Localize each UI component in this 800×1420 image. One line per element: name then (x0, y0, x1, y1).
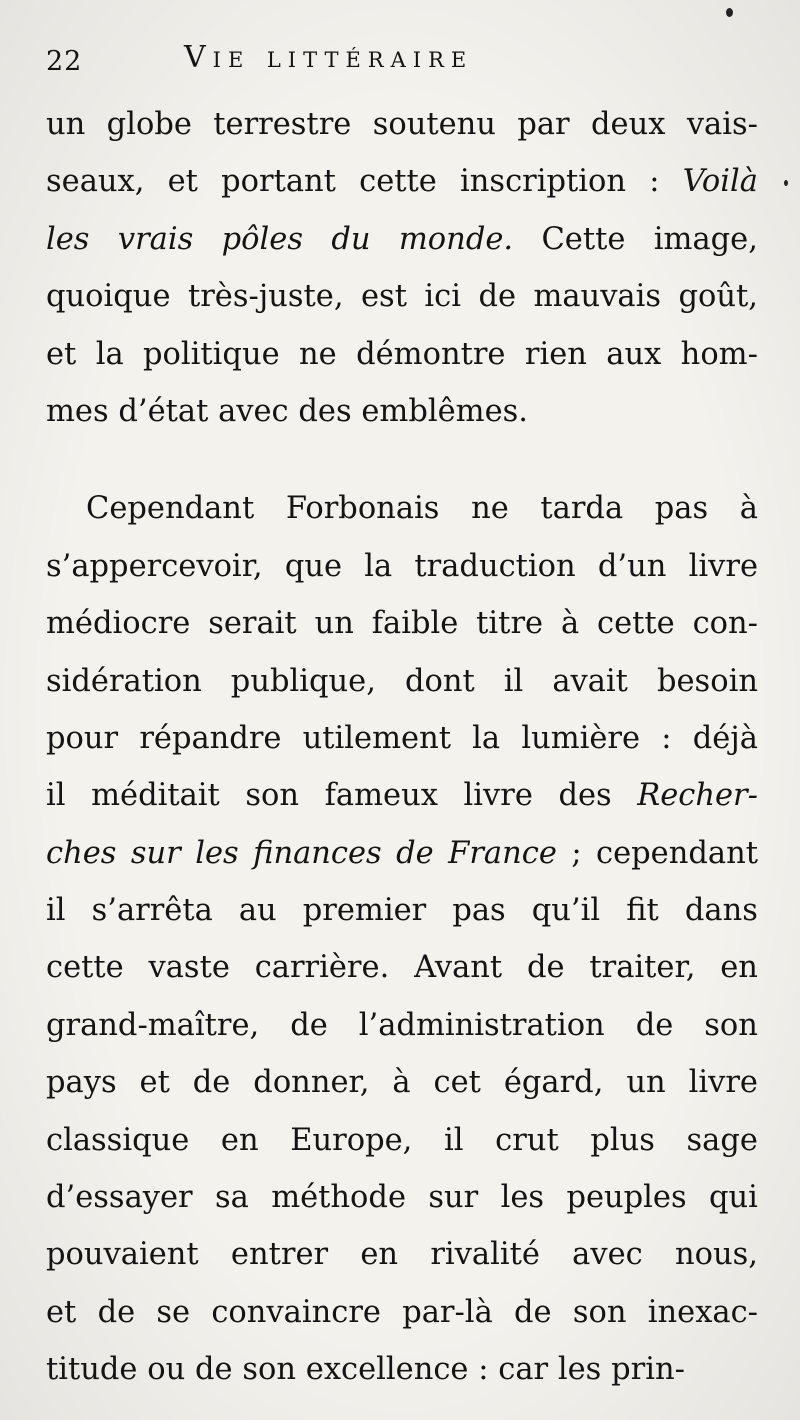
word: goût, (678, 279, 758, 315)
word: d’essayer (46, 1180, 193, 1216)
word: ici (424, 279, 461, 315)
ink-speck (784, 180, 788, 186)
text-line (46, 653, 758, 710)
word: de (192, 1065, 231, 1101)
word: fit (626, 893, 659, 929)
word: vais- (686, 107, 758, 142)
word: il (46, 893, 66, 929)
word: la (364, 548, 393, 584)
text-line (46, 767, 758, 824)
word: la (95, 336, 124, 372)
word: cette (359, 164, 437, 200)
word: il (46, 778, 66, 814)
text-line (46, 882, 758, 939)
word: rivalité (430, 1237, 540, 1273)
word: Recher- (637, 778, 758, 814)
word: son (704, 1007, 758, 1043)
text-line (46, 1341, 758, 1398)
word: emblêmes. (361, 393, 528, 429)
word: répandre (139, 720, 282, 756)
word: Voilà (682, 164, 758, 200)
word: terrestre (213, 107, 352, 142)
word: pas (654, 491, 709, 527)
word: les (46, 221, 90, 257)
text-line (46, 96, 758, 153)
word: vaste (148, 950, 230, 986)
word: monde. (398, 221, 514, 257)
word: de (396, 835, 434, 871)
word: de (478, 279, 517, 315)
word: vrais (117, 221, 194, 257)
word: finances (253, 835, 382, 871)
word: : (649, 164, 660, 200)
running-title: Vie littéraire (184, 40, 474, 75)
word: prin- (611, 1352, 685, 1388)
word: nous, (674, 1237, 758, 1273)
text-line (46, 383, 758, 440)
word: déjà (692, 720, 758, 756)
word: de (290, 1007, 328, 1043)
text-line (46, 1112, 758, 1169)
word: de (527, 950, 565, 986)
word: pas (452, 893, 506, 929)
word: et (46, 336, 77, 372)
running-head (46, 40, 606, 90)
word: il (503, 663, 524, 699)
word: Europe, (290, 1122, 413, 1158)
word: excellence (305, 1352, 469, 1388)
word: et (167, 164, 198, 200)
word: sidération (46, 663, 202, 699)
word: serait (208, 606, 297, 642)
word: image, (653, 221, 758, 257)
word: plus (590, 1122, 655, 1158)
word: il (444, 1122, 464, 1158)
word: à (739, 491, 758, 527)
word: deux (591, 107, 666, 142)
word: titude (46, 1352, 138, 1388)
word: d’un (597, 548, 667, 584)
word: que (284, 548, 343, 584)
word: rien (524, 336, 587, 372)
text-line (46, 268, 758, 325)
word: car (498, 1352, 549, 1388)
word: qui (709, 1180, 758, 1216)
word: mes (46, 393, 109, 429)
word: quoique (46, 279, 171, 315)
word: crut (495, 1122, 559, 1158)
word: Cette (541, 221, 626, 257)
word: convaincre (211, 1294, 381, 1330)
text-line (46, 1284, 758, 1341)
word: à (392, 1065, 411, 1101)
word: faible (371, 606, 459, 642)
word: seaux, (46, 164, 145, 200)
word: soutenu (372, 107, 496, 142)
word: Forbonais (285, 491, 440, 527)
word: ne (299, 336, 337, 372)
word: et (46, 1294, 77, 1330)
word: Avant (414, 950, 503, 986)
word: sur (428, 1180, 479, 1216)
word: un (626, 1065, 666, 1101)
text-line (46, 211, 758, 268)
word: de (97, 1294, 136, 1330)
word: inexac- (647, 1294, 758, 1330)
word: l’administration (358, 1007, 605, 1043)
text-line (46, 595, 758, 652)
word: son (245, 778, 300, 814)
word: politique (143, 336, 280, 372)
word: très-juste, (187, 279, 344, 315)
text-line (46, 939, 758, 996)
word: égard, (503, 1065, 604, 1101)
word: utilement (302, 720, 451, 756)
text-line (46, 153, 758, 210)
word: mauvais (533, 279, 662, 315)
text-line (46, 1054, 758, 1111)
word: à (560, 606, 580, 642)
word: est (361, 279, 407, 315)
word: les (195, 835, 239, 871)
word: lumière (521, 720, 641, 756)
word: et (139, 1065, 170, 1101)
word: publique, (230, 663, 376, 699)
word: pôles (221, 221, 303, 257)
text-line (46, 538, 758, 595)
word: fameux (324, 778, 438, 814)
word: s’appercevoir, (46, 548, 263, 584)
word: un (46, 107, 86, 142)
word: livre (688, 548, 758, 584)
word: inscription (460, 164, 627, 200)
word: pour (46, 720, 119, 756)
word: France (448, 835, 557, 871)
word: son (572, 1294, 627, 1330)
word: donner, (253, 1065, 370, 1101)
word: qu’il (531, 893, 601, 929)
word: en (360, 1237, 399, 1273)
word: livre (463, 778, 533, 814)
paragraph-gap (46, 440, 758, 480)
word: peuples (566, 1180, 687, 1216)
word: cette (597, 606, 675, 642)
word: des (558, 778, 612, 814)
word: carrière. (254, 950, 390, 986)
word: démontre (356, 336, 506, 372)
word: : (478, 1352, 489, 1388)
body-text (46, 96, 758, 1399)
word: sa (214, 1180, 249, 1216)
word: avec (218, 393, 289, 429)
word: de (635, 1007, 674, 1043)
word: hom- (680, 336, 758, 372)
word: portant (221, 164, 336, 200)
word: besoin (656, 663, 758, 699)
word: par-là (402, 1294, 493, 1330)
ink-speck (726, 8, 733, 17)
word: la (472, 720, 501, 756)
word: se (156, 1294, 191, 1330)
text-line (46, 1169, 758, 1226)
page-number: 22 (46, 46, 83, 77)
word: un (314, 606, 354, 642)
word: du (331, 221, 371, 257)
word: classique (46, 1122, 190, 1158)
text-line (46, 1226, 758, 1283)
word: des (298, 393, 352, 429)
word: en (220, 1122, 259, 1158)
word: con- (692, 606, 758, 642)
word: pays (46, 1065, 117, 1101)
word: Cependant (86, 491, 255, 527)
word: premier (302, 893, 427, 929)
word: avait (552, 663, 628, 699)
word: avec (572, 1237, 643, 1273)
word: les (557, 1352, 602, 1388)
word: son (242, 1352, 297, 1388)
word: : (661, 720, 672, 756)
word: dans (684, 893, 758, 929)
word: grand-maître, (46, 1007, 260, 1043)
text-line (46, 825, 758, 882)
word: méthode (271, 1180, 406, 1216)
word: ou (147, 1352, 186, 1388)
word: au (238, 893, 277, 929)
word: cependant (596, 835, 758, 871)
word: tarda (540, 491, 624, 527)
text-line (46, 326, 758, 383)
word: ne (471, 491, 509, 527)
word: dont (404, 663, 475, 699)
word: ; (571, 835, 582, 871)
word: pouvaient (46, 1237, 199, 1273)
word: traduction (414, 548, 576, 584)
word: titre (476, 606, 544, 642)
word: de (195, 1352, 233, 1388)
word: sur (130, 835, 181, 871)
word: entrer (230, 1237, 329, 1273)
text-line (46, 480, 758, 537)
word: traiter, (589, 950, 696, 986)
text-line (46, 997, 758, 1054)
word: aux (606, 336, 662, 372)
word: médiocre (46, 606, 191, 642)
word: ches (46, 835, 117, 871)
word: en (720, 950, 758, 986)
word: méditait (91, 778, 220, 814)
word: par (517, 107, 570, 142)
text-line (46, 710, 758, 767)
word: d’état (118, 393, 209, 429)
word: livre (688, 1065, 758, 1101)
word: cet (433, 1065, 481, 1101)
word: les (500, 1180, 545, 1216)
word: cette (46, 950, 124, 986)
word: globe (106, 107, 192, 142)
word: sage (686, 1122, 758, 1158)
word: s’arrêta (91, 893, 213, 929)
word: de (514, 1294, 552, 1330)
